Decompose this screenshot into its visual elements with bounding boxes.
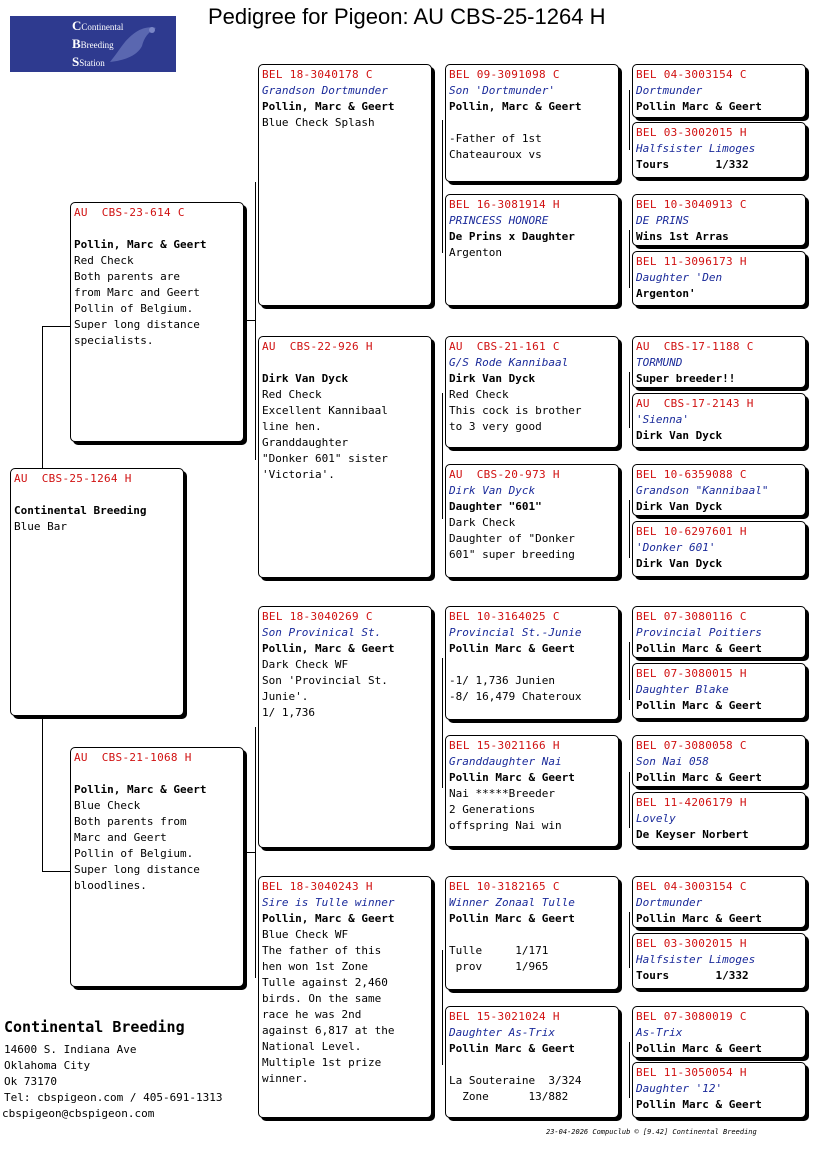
- bird-name: Dirk Van Dyck: [449, 484, 536, 497]
- note-line: "Donker 601" sister: [262, 452, 388, 465]
- note-line: Pollin of Belgium.: [74, 302, 194, 315]
- breeder-line: Pollin, Marc & Geert: [262, 642, 395, 655]
- gen5-card[interactable]: [632, 606, 806, 658]
- note-line: This cock is brother: [449, 404, 582, 417]
- breeder-line: Pollin, Marc & Geert: [262, 912, 395, 925]
- breeder-line: Pollin Marc & Geert: [636, 1042, 762, 1055]
- note-line: Both parents from: [74, 815, 187, 828]
- bird-name: Dortmunder: [636, 84, 703, 97]
- ring-number: BEL 16-3081914 H: [449, 198, 560, 211]
- note-line: [449, 1057, 615, 1073]
- gen3-card[interactable]: [258, 64, 432, 306]
- note-line: Blue Check WF: [262, 928, 349, 941]
- gen4-card[interactable]: [445, 606, 619, 720]
- gen4-card[interactable]: [445, 194, 619, 306]
- ring-number: BEL 15-3021024 H: [449, 1010, 560, 1023]
- ring-number: AU CBS-21-161 C: [449, 340, 560, 353]
- note-line: 'Victoria'.: [262, 468, 335, 481]
- note-line: Daughter of "Donker: [449, 532, 575, 545]
- breeder-line: Wins 1st Arras: [636, 230, 729, 243]
- gen5-card[interactable]: [632, 735, 806, 787]
- ring-number: BEL 18-3040269 C: [262, 610, 373, 623]
- breeder-line: Pollin, Marc & Geert: [449, 100, 582, 113]
- bird-name: Daughter '12': [636, 1082, 723, 1095]
- bird-name: Grandson Dortmunder: [262, 84, 388, 97]
- ring-number: BEL 03-3002015 H: [636, 126, 747, 139]
- note-line: -Father of 1st: [449, 132, 542, 145]
- note-line: 601" super breeding: [449, 548, 575, 561]
- gen4-card[interactable]: [445, 64, 619, 182]
- ring-number: BEL 10-3164025 C: [449, 610, 560, 623]
- bird-name: Daughter As-Trix: [449, 1026, 555, 1039]
- note-line: Junie'.: [262, 690, 309, 703]
- note-line: Super long distance: [74, 318, 200, 331]
- breeder-line: Continental Breeding: [14, 504, 147, 517]
- breeder-line: Daughter "601": [449, 500, 542, 513]
- bird-name: As-Trix: [636, 1026, 683, 1039]
- note-line: race he was 2nd: [262, 1008, 362, 1021]
- address-line-1: 14600 S. Indiana Ave: [4, 1043, 137, 1056]
- ring-number: AU CBS-25-1264 H: [14, 472, 132, 485]
- note-line: Red Check: [449, 388, 509, 401]
- bird-name: 'Sienna': [636, 413, 689, 426]
- logo-line-1: CContinental: [72, 18, 124, 33]
- breeder-line: Pollin Marc & Geert: [636, 1098, 762, 1111]
- ring-number: BEL 04-3003154 C: [636, 880, 747, 893]
- ring-number: AU CBS-22-926 H: [262, 340, 373, 353]
- bird-name: Halfsister Limoges: [636, 953, 756, 966]
- note-line: specialists.: [74, 334, 154, 347]
- gen5-card[interactable]: [632, 336, 806, 388]
- ring-number: AU CBS-17-2143 H: [636, 397, 754, 410]
- breeder-line: Pollin Marc & Geert: [636, 912, 762, 925]
- gen5-card[interactable]: [632, 64, 806, 118]
- note-line: birds. On the same: [262, 992, 382, 1005]
- gen5-card[interactable]: [632, 663, 806, 719]
- ring-number: BEL 11-3050054 H: [636, 1066, 747, 1079]
- gen5-card[interactable]: [632, 194, 806, 246]
- station-logo: [10, 16, 176, 72]
- gen5-card[interactable]: [632, 933, 806, 989]
- note-line: from Marc and Geert: [74, 286, 200, 299]
- bird-name: Lovely: [636, 812, 676, 825]
- gen3-card[interactable]: [258, 876, 432, 1118]
- address-line-3: Ok 73170: [4, 1075, 57, 1088]
- bird-name: Provincial St.-Junie: [449, 626, 582, 639]
- bird-name: Dortmunder: [636, 896, 703, 909]
- note-line: Pollin of Belgium.: [74, 847, 194, 860]
- note-line: Zone 13/882: [449, 1090, 569, 1103]
- bird-name: G/S Rode Kannibaal: [449, 356, 569, 369]
- gen4-card[interactable]: [445, 336, 619, 448]
- ring-number: BEL 03-3002015 H: [636, 937, 747, 950]
- breeder-line: Tours 1/332: [636, 158, 749, 171]
- breeder-line: Pollin, Marc & Geert: [74, 238, 207, 251]
- note-line: Son 'Provincial St.: [262, 674, 388, 687]
- note-line: Chateauroux vs: [449, 148, 542, 161]
- email-link[interactable]: cbspigeon@cbspigeon.com: [2, 1107, 155, 1120]
- breeder-line: Dirk Van Dyck: [449, 372, 536, 385]
- bird-name: Provincial Poitiers: [636, 626, 762, 639]
- breeder-line: Pollin Marc & Geert: [449, 1042, 575, 1055]
- bird-name: PRINCESS HONORE: [449, 214, 549, 227]
- gen5-card[interactable]: [632, 251, 806, 306]
- ring-number: BEL 07-3080015 H: [636, 667, 747, 680]
- note-line: Dark Check WF: [262, 658, 349, 671]
- note-line: 1/ 1,736: [262, 706, 315, 719]
- note-line: Red Check: [262, 388, 322, 401]
- ring-number: BEL 10-3040913 C: [636, 198, 747, 211]
- gen4-card[interactable]: [445, 735, 619, 847]
- breeder-line: Argenton': [636, 287, 696, 300]
- gen5-card[interactable]: [632, 464, 806, 516]
- note-line: bloodlines.: [74, 879, 147, 892]
- gen5-card[interactable]: [632, 393, 806, 448]
- bird-name: Sire is Tulle winner: [262, 896, 395, 909]
- bird-name: Grandson "Kannibaal": [636, 484, 769, 497]
- note-line: prov 1/965: [449, 960, 549, 973]
- bird-name: Son Provinical St.: [262, 626, 382, 639]
- gen3-card[interactable]: [258, 336, 432, 578]
- note-line: winner.: [262, 1072, 309, 1085]
- page-title: Pedigree for Pigeon: AU CBS-25-1264 H: [208, 4, 606, 29]
- breeder-line: Pollin Marc & Geert: [636, 100, 762, 113]
- breeder-line: Pollin Marc & Geert: [636, 771, 762, 784]
- gen5-card[interactable]: [632, 1006, 806, 1058]
- dam-card[interactable]: [70, 747, 244, 987]
- note-line: Tulle 1/171: [449, 944, 549, 957]
- breeder-line: Dirk Van Dyck: [636, 500, 723, 513]
- ring-number: BEL 11-4206179 H: [636, 796, 747, 809]
- software-stamp: 23-04-2026 Compuclub © [9.42] Continental Breeding: [546, 1128, 757, 1136]
- ring-number: BEL 07-3080019 C: [636, 1010, 747, 1023]
- logo-line-2: BBreeding: [72, 36, 114, 51]
- bird-name: Winner Zonaal Tulle: [449, 896, 575, 909]
- gen4-card[interactable]: [445, 464, 619, 578]
- bird-name: Daughter Blake: [636, 683, 729, 696]
- note-line: to 3 very good: [449, 420, 542, 433]
- note-line: Nai *****Breeder: [449, 787, 555, 800]
- note-line: La Souteraine 3/324: [449, 1074, 582, 1087]
- breeder-line: Pollin Marc & Geert: [449, 642, 575, 655]
- logo-line-3: SStation: [72, 54, 105, 69]
- ring-number: AU CBS-20-973 H: [449, 468, 560, 481]
- ring-number: BEL 04-3003154 C: [636, 68, 747, 81]
- breeder-line: Dirk Van Dyck: [636, 557, 723, 570]
- bird-name: DE PRINS: [636, 214, 689, 227]
- bird-name: Son 'Dortmunder': [449, 84, 555, 97]
- breeder-line: Super breeder!!: [636, 372, 736, 385]
- ring-number: AU CBS-17-1188 C: [636, 340, 754, 353]
- gen5-card[interactable]: [632, 876, 806, 928]
- note-line: -8/ 16,479 Chateroux: [449, 690, 582, 703]
- bird-name: TORMUND: [636, 356, 683, 369]
- note-line: Argenton: [449, 246, 502, 259]
- note-line: offspring Nai win: [449, 819, 562, 832]
- note-line: line hen.: [262, 420, 322, 433]
- ring-number: BEL 07-3080058 C: [636, 739, 747, 752]
- note-line: [262, 355, 428, 371]
- note-line: Multiple 1st prize: [262, 1056, 382, 1069]
- note-line: National Level.: [262, 1040, 362, 1053]
- note-line: Red Check: [74, 254, 134, 267]
- note-line: [74, 221, 240, 237]
- note-line: Super long distance: [74, 863, 200, 876]
- note-line: Blue Check: [74, 799, 141, 812]
- note-line: Blue Bar: [14, 520, 67, 533]
- sire-card[interactable]: [70, 202, 244, 442]
- bird-name: Granddaughter Nai: [449, 755, 562, 768]
- note-line: [449, 927, 615, 943]
- note-line: [14, 487, 180, 503]
- note-line: against 6,817 at the: [262, 1024, 395, 1037]
- note-line: [449, 115, 615, 131]
- breeder-line: De Prins x Daughter: [449, 230, 575, 243]
- note-line: The father of this: [262, 944, 382, 957]
- breeder-line: Pollin Marc & Geert: [636, 699, 762, 712]
- note-line: hen won 1st Zone: [262, 960, 368, 973]
- contact-line[interactable]: Tel: cbspigeon.com / 405-691-1313: [4, 1091, 223, 1104]
- gen5-card[interactable]: [632, 792, 806, 847]
- gen4-card[interactable]: [445, 876, 619, 990]
- pigeon-logo-icon: [102, 20, 162, 68]
- bird-name: Halfsister Limoges: [636, 142, 756, 155]
- ring-number: BEL 10-3182165 C: [449, 880, 560, 893]
- note-line: Granddaughter: [262, 436, 349, 449]
- ring-number: BEL 18-3040243 H: [262, 880, 373, 893]
- gen5-card[interactable]: [632, 1062, 806, 1118]
- subject-card[interactable]: [10, 468, 184, 716]
- note-line: Both parents are: [74, 270, 180, 283]
- note-line: Dark Check: [449, 516, 516, 529]
- gen3-card[interactable]: [258, 606, 432, 848]
- gen5-card[interactable]: [632, 521, 806, 577]
- ring-number: BEL 10-6359088 C: [636, 468, 747, 481]
- breeder-line: Pollin Marc & Geert: [636, 642, 762, 655]
- note-line: Tulle against 2,460: [262, 976, 388, 989]
- note-line: [74, 766, 240, 782]
- ring-number: AU CBS-21-1068 H: [74, 751, 192, 764]
- breeder-line: Pollin, Marc & Geert: [262, 100, 395, 113]
- note-line: Blue Check Splash: [262, 116, 375, 129]
- breeder-line: Dirk Van Dyck: [262, 372, 349, 385]
- ring-number: AU CBS-23-614 C: [74, 206, 185, 219]
- gen5-card[interactable]: [632, 122, 806, 178]
- ring-number: BEL 18-3040178 C: [262, 68, 373, 81]
- breeder-line: Pollin, Marc & Geert: [74, 783, 207, 796]
- note-line: Marc and Geert: [74, 831, 167, 844]
- note-line: Excellent Kannibaal: [262, 404, 388, 417]
- breeder-line: Pollin Marc & Geert: [449, 771, 575, 784]
- breeder-line: Dirk Van Dyck: [636, 429, 723, 442]
- breeder-line: Pollin Marc & Geert: [449, 912, 575, 925]
- breeder-name: Continental Breeding: [4, 1018, 185, 1036]
- breeder-line: Tours 1/332: [636, 969, 749, 982]
- gen4-card[interactable]: [445, 1006, 619, 1118]
- bird-name: Daughter 'Den: [636, 271, 723, 284]
- note-line: -1/ 1,736 Junien: [449, 674, 555, 687]
- ring-number: BEL 10-6297601 H: [636, 525, 747, 538]
- note-line: 2 Generations: [449, 803, 536, 816]
- bird-name: 'Donker 601': [636, 541, 716, 554]
- bird-name: Son Nai 058: [636, 755, 709, 768]
- ring-number: BEL 15-3021166 H: [449, 739, 560, 752]
- address-line-2: Oklahoma City: [4, 1059, 91, 1072]
- ring-number: BEL 09-3091098 C: [449, 68, 560, 81]
- ring-number: BEL 07-3080116 C: [636, 610, 747, 623]
- note-line: [449, 657, 615, 673]
- ring-number: BEL 11-3096173 H: [636, 255, 747, 268]
- breeder-line: De Keyser Norbert: [636, 828, 749, 841]
